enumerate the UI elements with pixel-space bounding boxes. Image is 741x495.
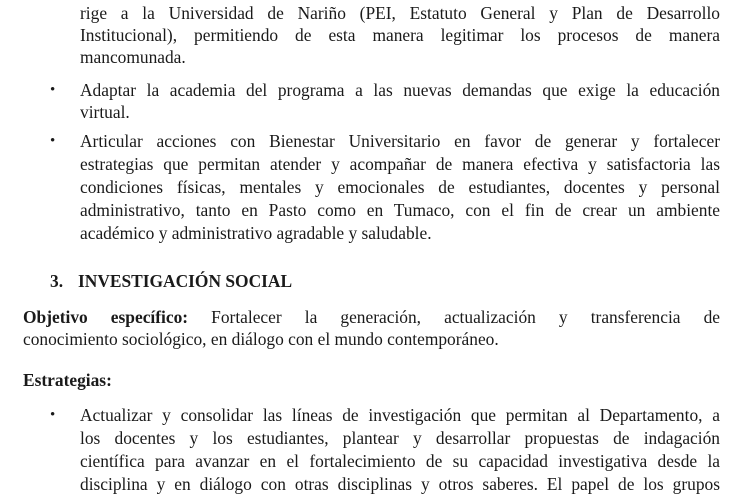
- list-item-line: Adaptar la academia del programa a las nuevas demandas que exige la educación: [80, 80, 720, 100]
- section-title: INVESTIGACIÓN SOCIAL: [78, 271, 293, 291]
- list-item-line: disciplina y en diálogo con otras disciplinas y otros saberes. El papel de los grupos: [80, 474, 720, 494]
- objective-paragraph: [23, 306, 720, 350]
- bullet-icon: •: [50, 407, 56, 423]
- list-item-line: virtual.: [80, 102, 130, 122]
- list-item-line: rige a la Universidad de Nariño (PEI, Estatuto General y Plan de Desarrollo: [80, 3, 720, 23]
- list-item-line: los docentes y los estudiantes, plantear y desarrollar propuestas de indagación: [80, 428, 720, 448]
- list-item-line: estrategias que permitan atender y acompañar de manera efectiva y satisfactoria las: [80, 154, 720, 174]
- strategies-label: Estrategias:: [23, 370, 112, 390]
- bullet-icon: •: [50, 133, 56, 149]
- list-item-line: mancomunada.: [80, 47, 186, 67]
- section-number: 3.: [50, 271, 64, 291]
- objective-label: Objetivo específico:: [23, 307, 189, 327]
- list-item-line: condiciones físicas, mentales y emocionales de estudiantes, docentes y personal: [80, 177, 720, 197]
- list-item-line: administrativo, tanto en Pasto como en Tumaco, con el fin de crear un ambiente: [80, 200, 720, 220]
- list-item-line: Articular acciones con Bienestar Universitario en favor de generar y fortalecer: [80, 131, 720, 151]
- bullet-icon: •: [50, 82, 56, 98]
- list-item-line: científica para avanzar en el fortalecimiento de su capacidad investigativa desde la: [80, 451, 720, 471]
- section-heading: [50, 270, 292, 292]
- list-item-line: Institucional), permitiendo de esta manera legitimar los procesos de manera: [80, 25, 720, 45]
- list-item-line: académico y administrativo agradable y saludable.: [80, 223, 432, 243]
- objective-line: conocimiento sociológico, en diálogo con el mundo contemporáneo.: [23, 329, 499, 349]
- objective-line: [23, 306, 720, 328]
- objective-text: Fortalecer la generación, actualización y transferencia de: [188, 307, 720, 327]
- list-item-line: Actualizar y consolidar las líneas de investigación que permitan al Departamento, a: [80, 405, 720, 425]
